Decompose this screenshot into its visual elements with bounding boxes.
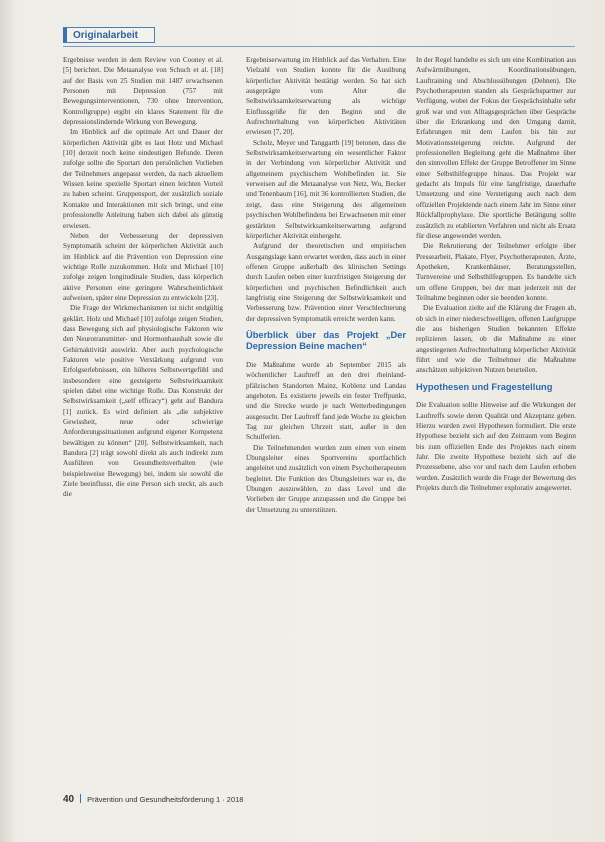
column-1 bbox=[63, 55, 223, 500]
paragraph: In der Regel handelte es sich um eine Kombination aus Aufwärmübungen, Koordinationsübungen, Lauftraining und Abschlussübungen (Dehnen). Die Psychotherapeuten standen als Gesprächspartner zur Verfügung, wobei der Fokus der Gesprächsinhalte sehr groß war und von Alltagsgesprächen über Gespräche über die Erkrankung und den Umgang damit, Erfahrungen mit dem Laufen bis hin zur Motivationssteigerung reichte. Aufgrund der professionellen Begleitung geht die Maßnahme über den sinnvollen Effekt der Gruppe Betroffener im Sinne einer Selbsthilfegruppe hinaus. Das Projekt war gedacht als Impuls für eine langfristige, dauerhafte Umsetzung und eine Verstetigung auch nach dem offiziellen Projektende nach einem Jahr im Sinne einer Rückfallprophylaxe. Die sportliche Betätigung sollte zusätzlich zu etablierten Verfahren und nicht als Ersatz für diese angewendet werden. bbox=[416, 56, 576, 240]
paragraph: Die Maßnahme wurde ab September 2015 als wöchentlicher Lauftreff an den drei rheinland-pfälzischen Standorten Mainz, Koblenz und Landau angeboten. Es existierte jeweils ein fester Treffpunkt, und die Strecke wurde je nach Wetterbedingungen ausgesucht. Der Lauftreff fand jede Woche zu gleichen Tag zur gleichen Uhrzeit statt, außer in den Schulferien. bbox=[246, 360, 406, 442]
paragraph: Die Evaluation sollte Hinweise auf die Wirkungen der Lauftreffs sowie deren Qualität und Akzeptanz geben. Hierzu wurden zwei Hypothesen formuliert. Die erste Hypothese bezieht sich auf den Zeitraum vom Beginn bis zum offiziellen Ende des Projektes nach einem Jahr. Die zweite Hypothese bezieht sich auf die Prozessebene, also vor und nach dem Laufen erhoben wurden. Zusätzlich wurde die Frage der Bewertung des Projekts durch die Teilnehmer explorativ ausgewertet. bbox=[416, 401, 576, 492]
paragraph: Scholz, Meyer und Tanggarth [19] betonen, dass die Selbstwirksamkeitserwartung ein wesentlicher Faktor in der Verbindung von körperlicher Aktivität und allgemeinem psychischem Wohlbefinden ist. Sie verweisen auf die Metaanalyse von Netz, Wu, Becker und Tenenbaum [16], mit 36 kontrollierten Studien, die zeigt, dass eine Steigerung des allgemeinen psychischen Wohlbefindens bei Erwachsenen mit einer gestärkten Selbstwirksamkeitserwartung aufgrund körperlicher Aktivität einhergeht. bbox=[246, 138, 406, 240]
header-rule bbox=[63, 46, 575, 47]
column-2 bbox=[246, 55, 406, 515]
section-badge: Originalarbeit bbox=[63, 27, 155, 43]
paragraph: Die Rekrutierung der Teilnehmer erfolgte über Pressearbeit, Plakate, Flyer, Psychotherapeuten, Ärzte, Apotheken, Krankenhäuser, Beratungsstellen, Turnvereine und Selbsthilfegruppen. Es handelte sich um offene Gruppen, bei der man jederzeit mit der Teilnahme beginnen oder sie beenden konnte. bbox=[416, 242, 576, 302]
footer-divider bbox=[80, 794, 81, 803]
page-footer bbox=[63, 793, 363, 807]
paragraph: Aufgrund der theoretischen und empirischen Ausgangslage kann erwartet werden, dass auch in einer offenen Gruppe außerhalb des klinischen Settings durch Laufen neben einer kurzfristigen Steigerung der körperlichen und psychischen Befindlichkeit auch langfristig eine Steigerung der Selbstwirksamkeit und Verbesserung bzw. Prävention einer Verschlechterung der depressiven Symptomatik erreicht werden kann. bbox=[246, 242, 406, 323]
journal-name: Prävention und Gesundheitsförderung 1 · 2018 bbox=[87, 795, 244, 804]
paragraph: Die Evaluation zielte auf die Klärung der Fragen ab, ob sich in einer niederschwelligen, offenen Laufgruppe die aus bisherigen Studien bekannten Effekte replizieren lassen, ob die Maßnahme zu einer angestiegenen Aufrechterhaltung körperlicher Aktivität führt und wie die Teilnehmer die Maßnahme anschätzen subjektiven Nutzen beurteilen. bbox=[416, 304, 576, 375]
section-heading-hypotheses: Hypothesen und Fragestellung bbox=[416, 381, 553, 392]
paragraph: Im Hinblick auf die optimale Art und Dauer der körperlichen Aktivität gibt es laut Hotz und Michael [10] derzeit noch keine eindeutigen Befunde. Deren zufolge sollte die Sportart den persönlichen Vorlieben der Teilnehmers angepasst werden, da nach aktuellem Wissen keine spezielle Sportart einen leichten Vorteil zu haben scheint. Gruppensport, der zusätzlich soziale Kontakte und Interaktionen mit sich bringt, und eine professionelle Anleitung haben sich dabei als günstig erwiesen. bbox=[63, 128, 223, 230]
paragraph: Die Teilnehmenden wurden zum einen von einem Übungsleiter eines Sportvereins sportfachlich angeleitet und zusätzlich von einem Psychotherapeuten begleitet. Die Funktion des Übungsleiters war es, die Übungen auszuwählen, zu dass Level und die Vorlieben der Gruppe anzupassen und die Gruppe bei der Umsetzung zu unterstützen. bbox=[246, 443, 406, 514]
paragraph: Die Frage der Wirkmechanismen ist nicht endgültig geklärt. Holz und Michael [10] zufolge zeigen Studien, dass Bewegung sich auf physiologische Faktoren wie den Neurotransmitter- und Hormonhaushalt sowie die Gehirnaktivität auswirkt. Aber auch psychologische Faktoren wie positive Verstärkung aufgrund von Erfolgserlebnissen, ein höheres Selbstwertgefühl und insbesondere eine gesteigerte Selbstwirksamkeit spielen dabei eine wichtige Rolle. Das Konstrukt der Selbstwirksamkeit („self efficacy“) geht auf Bandura [1] zurück. Es wird definiert als „die subjektive Gewissheit, neue oder schwierige Anforderungssituationen aufgrund eigener Kompetenz bewältigen zu können“ [20]. Selbstwirksamkeit, nach Bandura [2] trägt sowohl direkt als auch indirekt zum Ausführen von Gesundheitsverhalten (wie beispielsweise Bewegung) bei, indem sie sowohl die Ziele beeinflusst, die eine Person sich steckt, als auch die bbox=[63, 304, 223, 499]
column-3 bbox=[416, 55, 576, 493]
paragraph: Ergebniserwartung im Hinblick auf das Verhalten. Eine Vielzahl von Studien konnte für die Ausübung körperlicher Aktivität bestätigt werden. So hat sich ausgeprägte vom Alter die Selbstwirksamkeitserwartung als wichtige Einflussgröße für den Beginn und die Aufrechterhaltung von körperlichen Aktivitäten erwiesen [7, 20]. bbox=[246, 56, 406, 137]
section-heading-project-overview: Überblick über das Projekt „Der Depression Beine machen“ bbox=[246, 329, 406, 352]
paragraph: Neben der Verbesserung der depressiven Symptomatik scheint der körperlichen Aktivität auch im Hinblick auf die Prävention von Depression eine wichtige Rolle zuzukommen. Holz und Michael [10] zufolge zeigen longitudinale Studien, dass körperlich aktive Personen eine geringere Wahrscheinlichkeit aufweisen, später eine Depression zu entwickeln [23]. bbox=[63, 231, 223, 302]
page-number: 40 bbox=[63, 794, 75, 805]
paragraph: Ergebnisse werden in dem Review von Cooney et al. [5] berichtet. Die Metaanalyse von Schuch et al. [18] auf der Basis von 25 Studien mit 1487 erwachsenen Personen mit Depression (757 mit Bewegungsinterventionen, 730 ohne Intervention, Kontrollgruppe) ergibt ein klares Statement für die depressionslindernde Wirkung von Bewegung. bbox=[63, 56, 223, 127]
